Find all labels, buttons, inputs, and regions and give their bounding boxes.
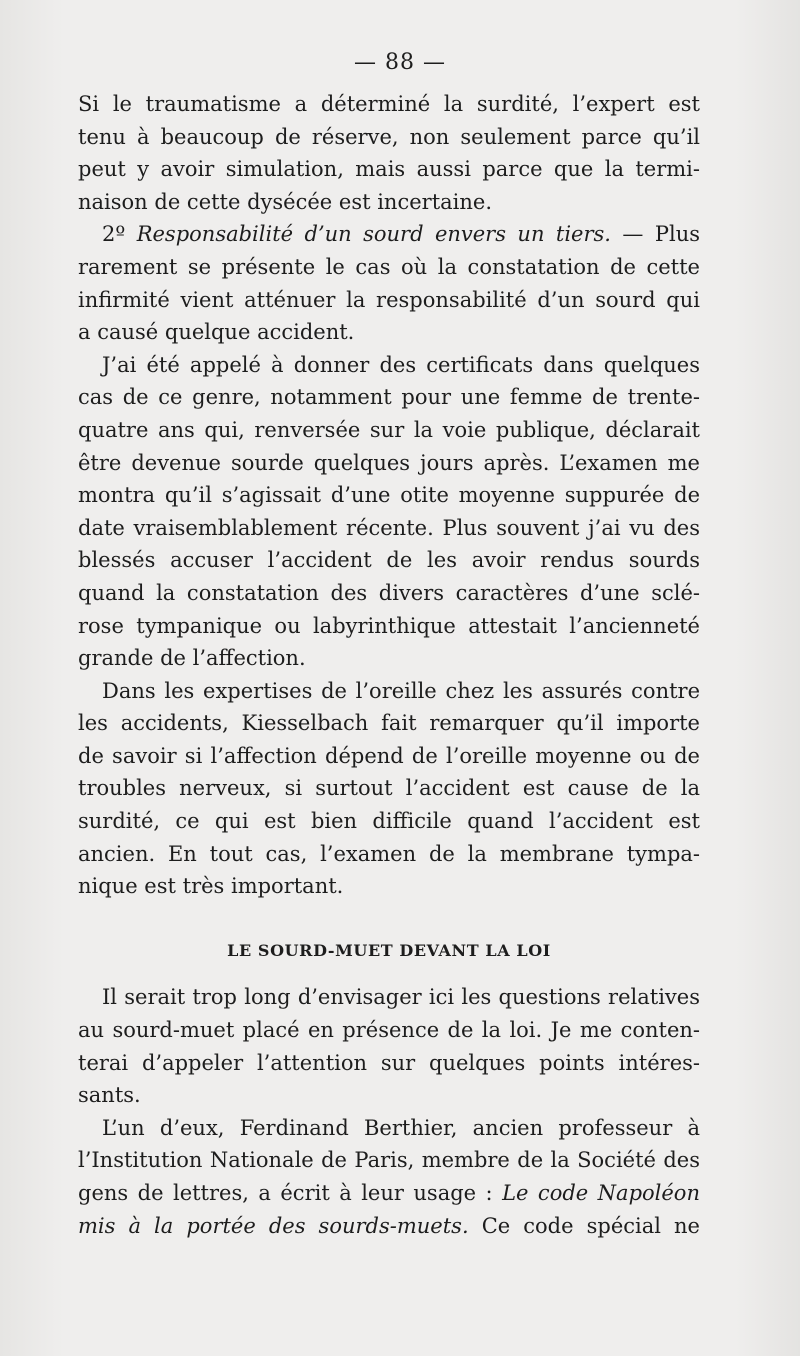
page-number: — 88 — (354, 50, 446, 75)
text-line: terai d’appeler l’attention sur quelques points intéres- (78, 1050, 700, 1075)
text-line: ancien. En tout cas, l’examen de la membrane tympa- (78, 841, 700, 866)
text-line: nique est très important. (78, 874, 344, 899)
text-line: Si le traumatisme a déterminé la surdité, l’expert est (78, 92, 700, 116)
text-line: blessés accuser l’accident de les avoir rendus sourds (78, 548, 700, 573)
book-title: mis à la portée des sourds-muets. (78, 1213, 469, 1238)
text-fragment: gens de lettres, a écrit à leur usage : (78, 1181, 493, 1205)
text-line: quand la constatation des divers caractères d’une sclé- (78, 580, 700, 605)
text-fragment: Ce code spécial ne (481, 1213, 700, 1238)
text-line: au sourd-muet placé en présence de la loi. Je me conten- (78, 1018, 700, 1043)
text-line (78, 1210, 700, 1243)
book-title: Le code Napoléon (502, 1181, 700, 1205)
text-line: J’ai été appelé à donner des certificats dans quelques (102, 352, 700, 377)
text-line: rose tympanique ou labyrinthique attestait l’ancienneté (78, 613, 700, 638)
text-fragment: — Plus (622, 222, 700, 247)
text-line: les accidents, Kiesselbach fait remarquer qu’il importe (78, 711, 700, 736)
text-line: infirmité vient atténuer la responsabilité d’un sourd qui (78, 287, 700, 312)
text-line: rarement se présente le cas où la constatation de cette (78, 254, 700, 279)
text-line: naison de cette dysécée est incertaine. (78, 189, 492, 214)
section-number: 2º (102, 222, 126, 247)
text-line: Dans les expertises de l’oreille chez les assurés contre (102, 678, 700, 703)
text-line: L’un d’eux, Ferdinand Berthier, ancien professeur à (102, 1115, 700, 1140)
text-line: surdité, ce qui est bien difficile quand l’accident est (78, 809, 700, 834)
text-line: Il serait trop long d’envisager ici les questions relatives (102, 985, 700, 1010)
text-line: l’Institution Nationale de Paris, membre de la Société des (78, 1148, 700, 1173)
text-line: tenu à beaucoup de réserve, non seulement parce qu’il (78, 124, 700, 149)
text-line: être devenue sourde quelques jours après. L’examen me (78, 450, 700, 475)
text-line: troubles nerveux, si surtout l’accident est cause de la (78, 776, 700, 801)
text-line: grande de l’affection. (78, 646, 306, 671)
text-line: date vraisemblablement récente. Plus souvent j’ai vu des (78, 515, 700, 540)
text-line: cas de ce genre, notamment pour une femme de trente- (78, 385, 700, 410)
text-line (78, 1177, 700, 1210)
text-line: de savoir si l’affection dépend de l’oreille moyenne ou de (78, 743, 700, 768)
text-line: sants. (78, 1083, 141, 1108)
section-heading: LE SOURD-MUET DEVANT LA LOI (227, 940, 551, 960)
body-text (78, 88, 700, 1242)
text-line (78, 218, 700, 251)
text-line: peut y avoir simulation, mais aussi parce que la termi- (78, 157, 700, 182)
subsection-title: Responsabilité d’un sourd envers un tiers. (136, 222, 611, 247)
text-line: quatre ans qui, renversée sur la voie publique, déclarait (78, 417, 700, 442)
text-line: montra qu’il s’agissait d’une otite moyenne suppurée de (78, 483, 700, 508)
text-line: a causé quelque accident. (78, 320, 355, 345)
